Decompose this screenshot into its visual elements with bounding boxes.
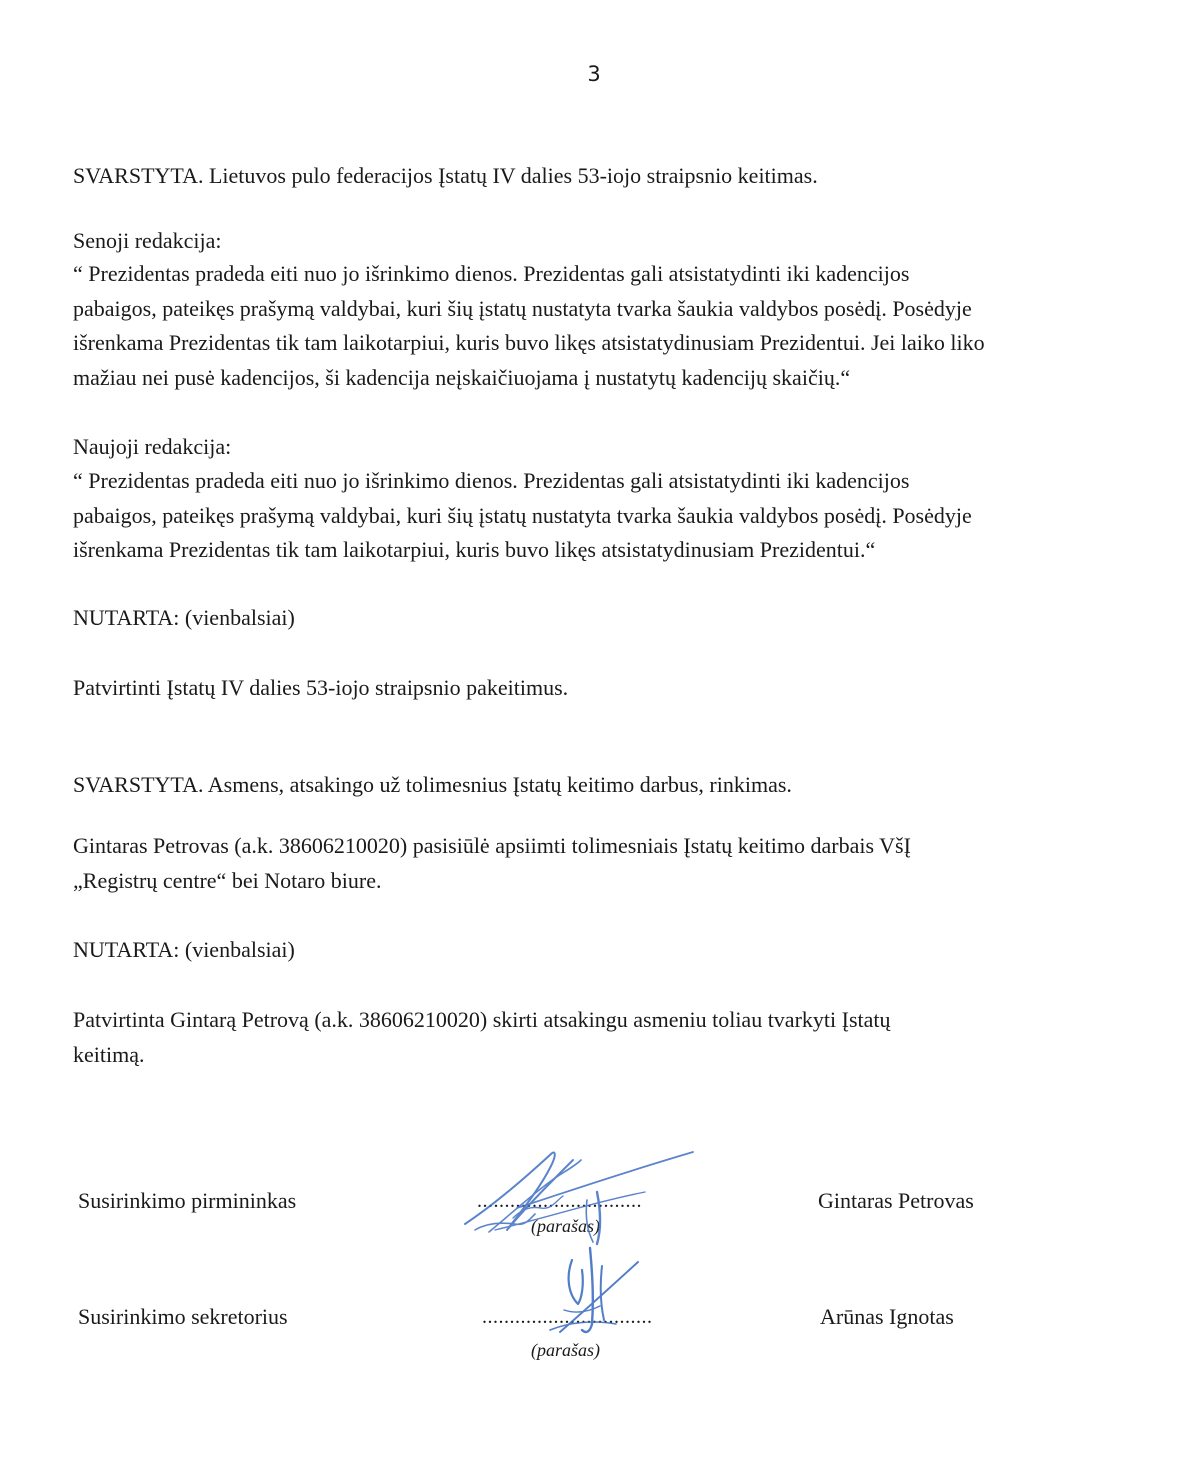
- section2-heading: SVARSTYTA. Asmens, atsakingo už tolimesnius Įstatų keitimo darbus, rinkimas.: [73, 772, 792, 797]
- new-version-label: Naujoji redakcija:: [73, 434, 232, 459]
- chairman-role: Susirinkimo pirmininkas: [78, 1188, 297, 1213]
- secretary-role: Susirinkimo sekretorius: [78, 1304, 288, 1329]
- secretary-name: Arūnas Ignotas: [820, 1304, 954, 1329]
- secretary-signature-caption: (parašas): [531, 1340, 601, 1360]
- proposal-line: „Registrų centre“ bei Notaro biure.: [73, 867, 382, 893]
- old-version-label: Senoji redakcija:: [73, 228, 222, 253]
- old-text-line: išrenkama Prezidentas tik tam laikotarpiui, kuris buvo likęs atsistatydinusiam Prezidentui. Jei laiko liko: [73, 330, 985, 355]
- page-number: 3: [587, 62, 601, 86]
- secretary-signature-image: [520, 1240, 660, 1340]
- section2-decision: NUTARTA: (vienbalsiai): [73, 937, 295, 962]
- new-text-line: išrenkama Prezidentas tik tam laikotarpiui, kuris buvo likęs atsistatydinusiam Prezidentui.“: [73, 537, 876, 562]
- chairman-signature-image: [455, 1138, 705, 1248]
- section2-proposal: [73, 829, 1133, 898]
- secretary-signature-line: ...............................: [482, 1306, 653, 1328]
- old-version-text: [73, 257, 1133, 395]
- chairman-signature-line: ..............................: [477, 1190, 642, 1212]
- section1-decision: NUTARTA: (vienbalsiai): [73, 605, 295, 630]
- proposal-line: Gintaras Petrovas (a.k. 38606210020) pasisiūlė apsiimti tolimesniais Įstatų keitimo darbais VšĮ: [73, 833, 911, 858]
- section1-resolution: Patvirtinti Įstatų IV dalies 53-iojo straipsnio pakeitimus.: [73, 675, 569, 700]
- new-text-line: “ Prezidentas pradeda eiti nuo jo išrinkimo dienos. Prezidentas gali atsistatydinti iki kadencijos: [73, 468, 910, 493]
- old-text-line: pabaigos, pateikęs prašymą valdybai, kuri šių įstatų nustatyta tvarka šaukia valdybos posėdį. Posėdyje: [73, 295, 972, 321]
- new-text-line: pabaigos, pateikęs prašymą valdybai, kuri šių įstatų nustatyta tvarka šaukia valdybos posėdį. Posėdyje: [73, 502, 972, 528]
- chairman-signature-caption: (parašas): [531, 1216, 601, 1236]
- old-text-line: mažiau nei pusė kadencijos, ši kadencija neįskaičiuojama į nustatytų kadencijų skaičių.“: [73, 364, 851, 390]
- resolution-line: keitimą.: [73, 1041, 145, 1067]
- chairman-name: Gintaras Petrovas: [818, 1188, 974, 1213]
- resolution-line: Patvirtinta Gintarą Petrovą (a.k. 38606210020) skirti atsakingu asmeniu toliau tvarkyti Įstatų: [73, 1007, 891, 1032]
- old-text-line: “ Prezidentas pradeda eiti nuo jo išrinkimo dienos. Prezidentas gali atsistatydinti iki kadencijos: [73, 261, 910, 286]
- new-version-text: [73, 464, 1133, 568]
- section1-heading: SVARSTYTA. Lietuvos pulo federacijos Įstatų IV dalies 53-iojo straipsnio keitimas.: [73, 163, 818, 188]
- section2-resolution: [73, 1003, 1133, 1072]
